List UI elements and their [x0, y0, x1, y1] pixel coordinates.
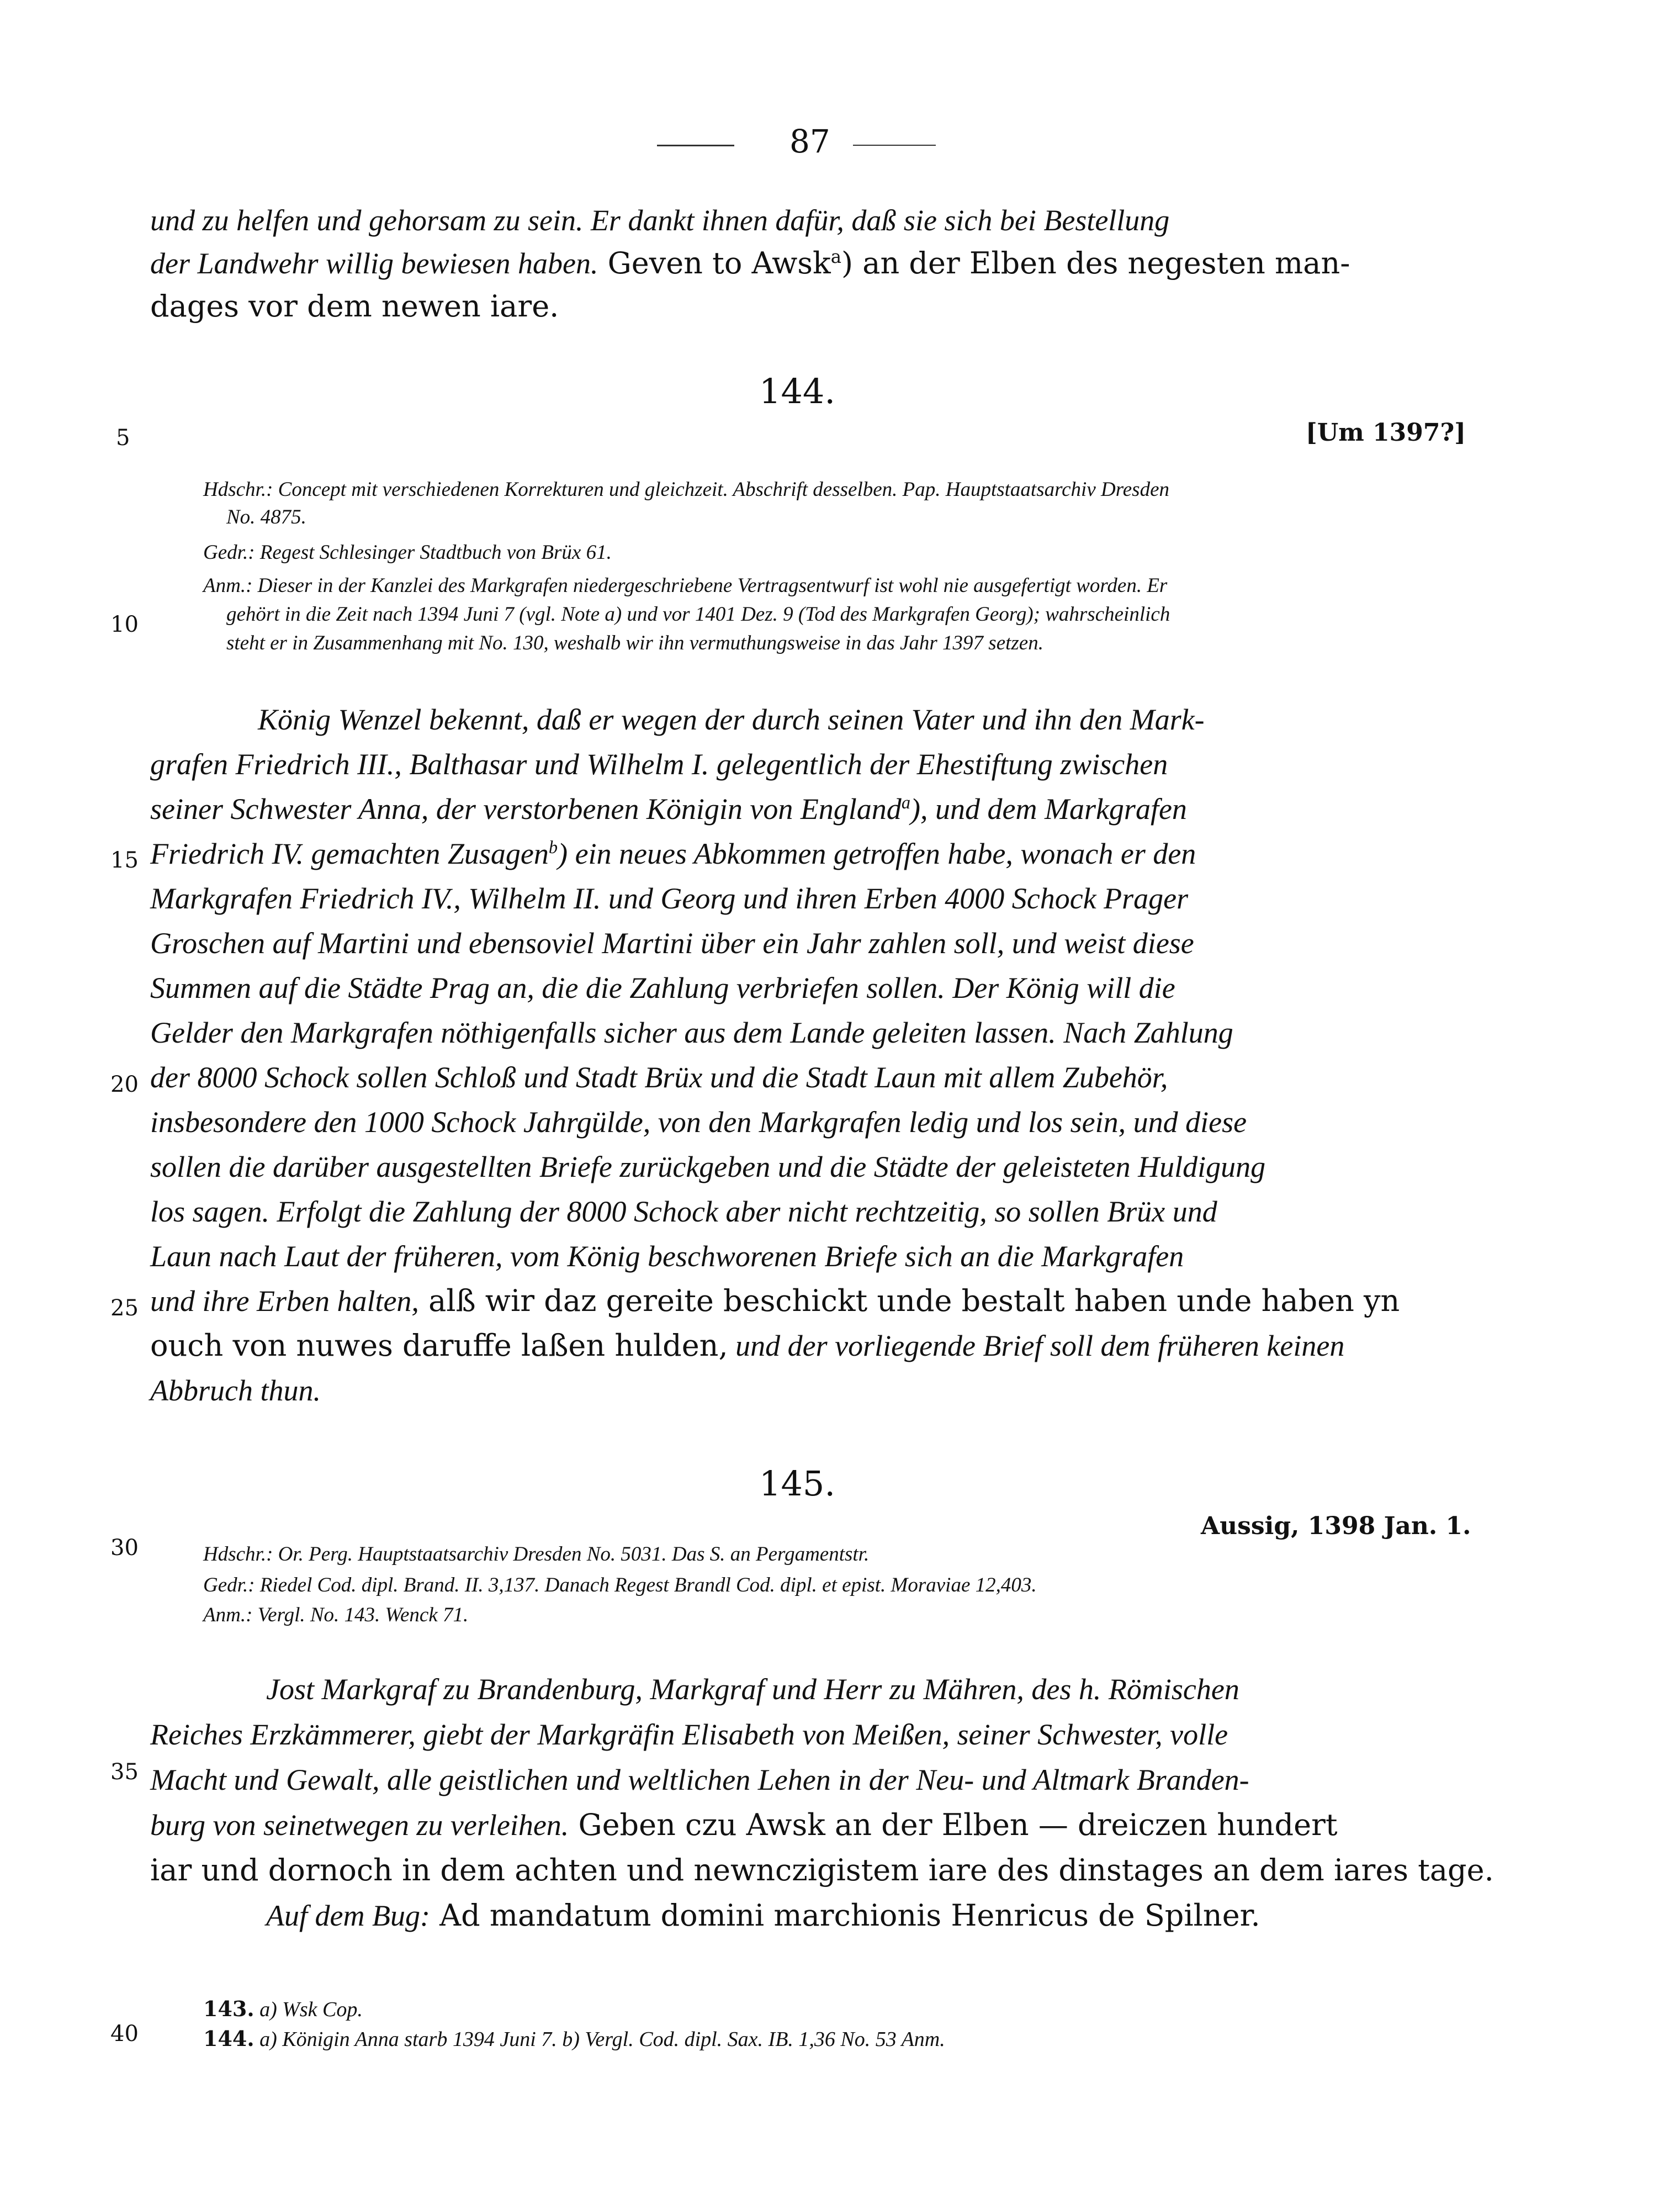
- header-rule-left: [657, 145, 734, 146]
- doc-145-line-1: Jost Markgraf zu Brandenburg, Markgraf und Herr zu Mähren, des h. Römischen: [266, 1673, 1239, 1706]
- doc-144-date: [Um 1397?]: [1306, 419, 1466, 447]
- doc-145-date: Aussig, 1398 Jan. 1.: [1201, 1512, 1471, 1540]
- doc-145-line-4: burg von seinetwegen zu verleihen. Geben czu Awsk an der Elben — dreiczen hundert: [150, 1807, 1338, 1842]
- doc-144-note-5: gehört in die Zeit nach 1394 Juni 7 (vgl. Note a) und vor 1401 Dez. 9 (Tod des Markgrafen Georg); wahrscheinlich: [226, 603, 1170, 626]
- doc-144-note-3: Gedr.: Regest Schlesinger Stadtbuch von Brüx 61.: [203, 541, 612, 564]
- line-number-5: 5: [116, 425, 130, 451]
- line-number-20: 20: [110, 1072, 139, 1097]
- doc-144-line-12: los sagen. Erfolgt die Zahlung der 8000 Schock aber nicht rechtzeitig, so sollen Brüx und: [150, 1195, 1217, 1228]
- line-number-30: 30: [110, 1535, 139, 1561]
- doc-144-line-3: seiner Schwester Anna, der verstorbenen Königin von England$^a$), und dem Markgrafen: [150, 792, 1187, 826]
- doc-144-line-9: der 8000 Schock sollen Schloß und Stadt Brüx und die Stadt Laun mit allem Zubehör,: [150, 1061, 1168, 1094]
- page-number: 87: [789, 123, 830, 160]
- intro-line-2: der Landwehr willig bewiesen haben. Geven to Awsk$^a$) an der Elben des negesten man-: [150, 246, 1350, 281]
- line-number-25: 25: [110, 1296, 139, 1321]
- doc-145-line-2: Reiches Erzkämmerer, giebt der Markgräfin Elisabeth von Meißen, seiner Schwester, volle: [150, 1718, 1228, 1751]
- line-number-10: 10: [110, 612, 139, 637]
- intro-line-3: dages vor dem newen iare.: [150, 289, 559, 324]
- doc-144-line-5: Markgrafen Friedrich IV., Wilhelm II. und Georg und ihren Erben 4000 Schock Prager: [150, 882, 1189, 915]
- doc-144-line-15: ouch von nuwes daruffe laßen hulden, und der vorliegende Brief soll dem früheren keinen: [150, 1328, 1345, 1363]
- doc-145-note-1: Hdschr.: Or. Perg. Hauptstaatsarchiv Dresden No. 5031. Das S. an Pergamentstr.: [203, 1543, 870, 1566]
- footnote-143: 143. a) Wsk Cop.: [203, 1996, 363, 2021]
- doc-144-line-11: sollen die darüber ausgestellten Briefe zurückgeben und die Städte der geleisteten Huldigung: [150, 1150, 1266, 1183]
- header-rule-right: [853, 145, 936, 146]
- doc-144-line-10: insbesondere den 1000 Schock Jahrgülde, von den Markgrafen ledig und los sein, und diese: [150, 1106, 1247, 1139]
- doc-144-note-2: No. 4875.: [226, 506, 306, 528]
- doc-144-line-1: König Wenzel bekennt, daß er wegen der durch seinen Vater und ihn den Mark-: [258, 703, 1205, 736]
- doc-144-line-4: Friedrich IV. gemachten Zusagen$^b$) ein neues Abkommen getroffen habe, wonach er den: [150, 837, 1196, 870]
- doc-144-note-6: steht er in Zusammenhang mit No. 130, weshalb wir ihn vermuthungsweise in das Jahr 1397 setzen.: [226, 632, 1043, 654]
- doc-145-note-3: Anm.: Vergl. No. 143. Wenck 71.: [203, 1604, 469, 1626]
- doc-144-line-7: Summen auf die Städte Prag an, die die Zahlung verbriefen sollen. Der König will die: [150, 971, 1175, 1004]
- line-number-40: 40: [110, 2021, 139, 2047]
- doc-145-note-2: Gedr.: Riedel Cod. dipl. Brand. II. 3,137. Danach Regest Brandl Cod. dipl. et epist. Moraviae 12,403.: [203, 1574, 1037, 1596]
- doc-145-line-6: Auf dem Bug: Ad mandatum domini marchionis Henricus de Spilner.: [266, 1898, 1260, 1933]
- doc-144-line-13: Laun nach Laut der früheren, vom König beschworenen Briefe sich an die Markgrafen: [150, 1240, 1184, 1273]
- doc-145-number: 145.: [759, 1463, 836, 1504]
- doc-144-line-14: und ihre Erben halten, alß wir daz gereite beschickt unde bestalt haben unde haben yn: [150, 1283, 1400, 1318]
- doc-144-number: 144.: [759, 371, 836, 411]
- doc-144-line-16: Abbruch thun.: [150, 1374, 321, 1407]
- doc-145-line-3: Macht und Gewalt, alle geistlichen und weltlichen Lehen in der Neu- und Altmark Branden-: [150, 1763, 1249, 1796]
- footnote-144: 144. a) Königin Anna starb 1394 Juni 7. b) Vergl. Cod. dipl. Sax. IB. 1,36 No. 53 Anm.: [203, 2026, 945, 2051]
- doc-144-line-6: Groschen auf Martini und ebensoviel Martini über ein Jahr zahlen soll, und weist diese: [150, 927, 1194, 960]
- line-number-15: 15: [110, 848, 139, 873]
- doc-144-note-1: Hdschr.: Concept mit verschiedenen Korrekturen und gleichzeit. Abschrift desselben. Pap. Hauptstaatsarchiv Dresden: [203, 478, 1170, 501]
- doc-144-line-2: grafen Friedrich III., Balthasar und Wilhelm I. gelegentlich der Ehestiftung zwischen: [150, 748, 1168, 781]
- doc-144-line-8: Gelder den Markgrafen nöthigenfalls sicher aus dem Lande geleiten lassen. Nach Zahlung: [150, 1016, 1233, 1049]
- line-number-35: 35: [110, 1759, 139, 1785]
- doc-145-line-5: iar und dornoch in dem achten und newnczigistem iare des dinstages an dem iares tage.: [150, 1853, 1494, 1887]
- doc-144-note-4: Anm.: Dieser in der Kanzlei des Markgrafen niedergeschriebene Vertragsentwurf ist wohl nie ausgefertigt worden. Er: [203, 574, 1168, 597]
- intro-line-1: und zu helfen und gehorsam zu sein. Er dankt ihnen dafür, daß sie sich bei Bestellung: [150, 204, 1170, 237]
